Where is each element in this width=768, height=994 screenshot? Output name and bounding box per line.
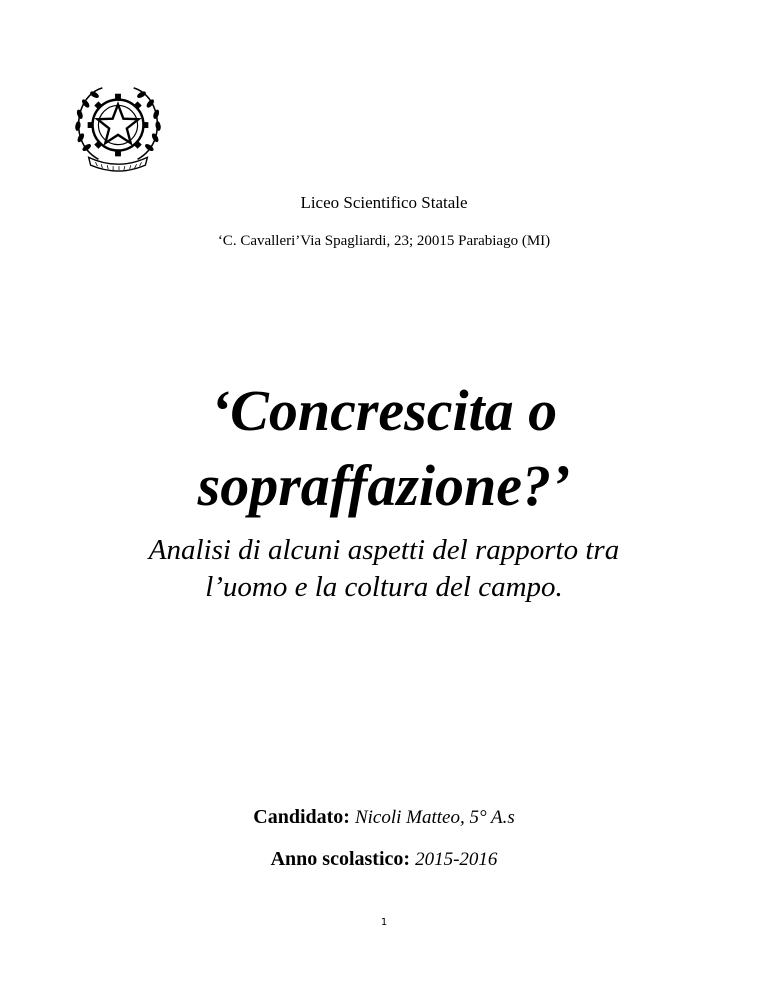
document-title-line-1: ‘Concrescita o: [210, 378, 558, 443]
candidate-label: Candidato:: [253, 806, 350, 828]
school-name: Liceo Scientifico Statale: [300, 193, 468, 212]
italian-republic-emblem-icon: [69, 81, 167, 173]
document-subtitle: [0, 532, 768, 606]
document-title-line-2: sopraffazione?’: [197, 453, 571, 518]
candidate-value: Nicoli Matteo, 5° A.s: [354, 807, 515, 828]
document-subtitle-line-2: l’uomo e la coltura del campo.: [205, 571, 563, 603]
school-year-value: 2015-2016: [415, 849, 498, 870]
candidate-line: [0, 805, 768, 830]
school-year-label: Anno scolastico:: [270, 848, 411, 870]
document-title: [0, 373, 768, 523]
page-number: 1: [380, 917, 388, 928]
school-address: ‘C. Cavalleri’Via Spagliardi, 23; 20015 Parabiago (MI): [217, 233, 551, 249]
document-subtitle-line-1: Analisi di alcuni aspetti del rapporto tra: [148, 534, 620, 566]
school-year-line: [0, 847, 768, 872]
